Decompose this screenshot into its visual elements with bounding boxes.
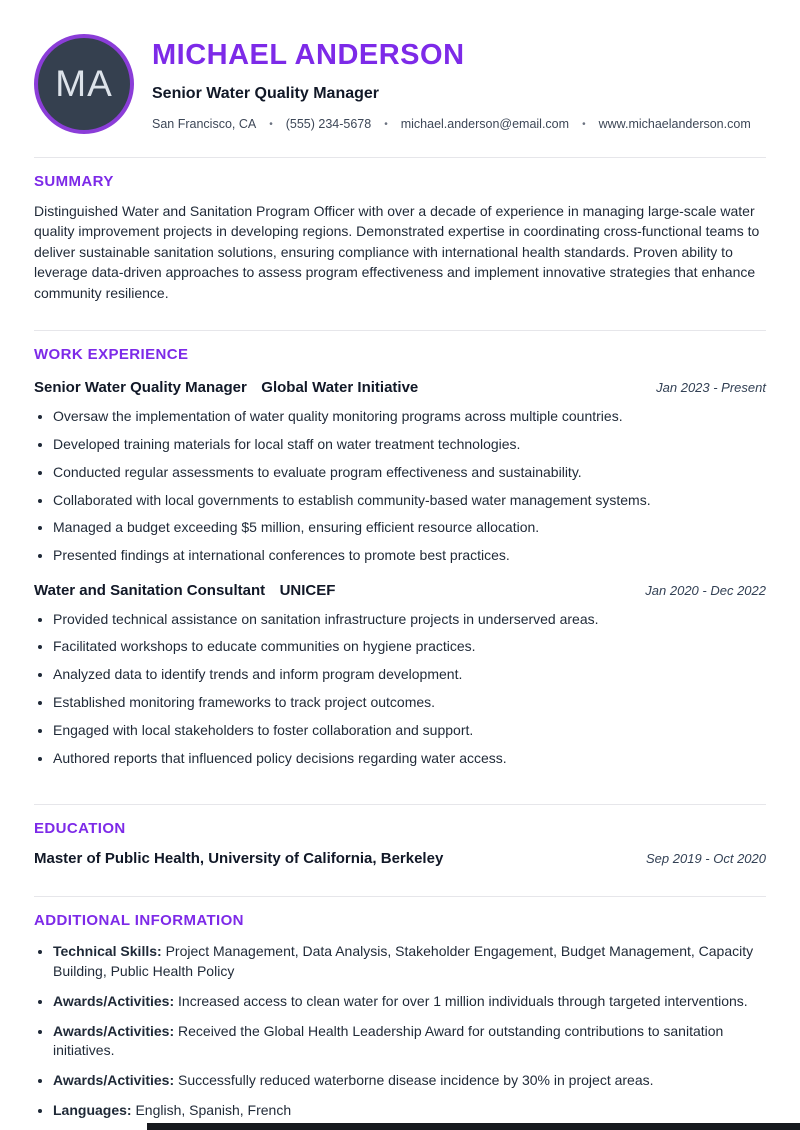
header-info [152, 34, 751, 131]
additional-info-text: English, Spanish, French [135, 1102, 292, 1119]
job-bullet: • Analyzed data to identify trends and inform program development. [53, 665, 766, 684]
job-bullet: • Presented findings at international conferences to promote best practices. [53, 546, 766, 565]
contact-location: San Francisco, CA [152, 117, 257, 131]
job-bullet: • Engaged with local stakeholders to foster collaboration and support. [53, 721, 766, 740]
additional-info-label: Awards/Activities: [53, 992, 175, 1009]
job-title: Senior Water Quality Manager [34, 379, 247, 397]
job-dates: Jan 2023 - Present [656, 380, 766, 396]
job-company: UNICEF [279, 581, 336, 599]
job-company: Global Water Initiative [261, 379, 419, 397]
resume-header [34, 34, 766, 134]
job-title-group [34, 582, 335, 600]
education-section [34, 804, 766, 867]
job-entry [34, 379, 766, 565]
contact-line [152, 117, 751, 131]
additional-info-label: Languages: [53, 1102, 132, 1119]
contact-separator: • [269, 118, 273, 130]
job-bullet: • Provided technical assistance on sanitation infrastructure projects in underserved areas. [53, 610, 766, 629]
work-experience-heading: WORK EXPERIENCE [34, 346, 189, 364]
job-bullet: • Conducted regular assessments to evaluate program effectiveness and sustainability. [53, 463, 766, 482]
job-bullet: • Developed training materials for local staff on water treatment technologies. [53, 435, 766, 454]
additional-info-item [53, 942, 766, 982]
job-bullet-list [34, 407, 766, 565]
job-header [34, 582, 766, 600]
job-bullet: • Oversaw the implementation of water quality monitoring programs across multiple countries. [53, 407, 766, 426]
summary-section [34, 157, 766, 303]
education-dates: Sep 2019 - Oct 2020 [646, 850, 766, 866]
job-entry [34, 582, 766, 768]
contact-website-link[interactable]: www.michaelanderson.com [598, 117, 751, 131]
job-title-group [34, 379, 418, 397]
additional-info-section [34, 896, 766, 1121]
additional-info-item [53, 1022, 766, 1062]
contact-separator: • [582, 118, 586, 130]
job-bullet: • Established monitoring frameworks to track project outcomes. [53, 693, 766, 712]
education-entry [34, 850, 766, 867]
job-bullet: • Managed a budget exceeding $5 million, ensuring efficient resource allocation. [53, 518, 766, 537]
additional-info-label: Technical Skills: [53, 942, 162, 959]
education-degree: Master of Public Health, University of California, Berkeley [34, 849, 444, 867]
additional-info-text: Increased access to clean water for over 1 million individuals through targeted interventions. [178, 992, 748, 1009]
additional-info-label: Awards/Activities: [53, 1072, 175, 1089]
job-title: Water and Sanitation Consultant [34, 581, 266, 599]
summary-text: Distinguished Water and Sanitation Program Officer with over a decade of experience in managing large-scale water quality improvement projects in developing regions. Demonstrated expertise in coordinating cross-functional teams to deliver sustainable sanitation solutions, ensuring compliance with international health standards. Proven ability to leverage data-driven approaches to assess program effectiveness and implement innovative strategies that enhance community resilience. [34, 203, 760, 301]
avatar-initials: MA [55, 63, 113, 104]
job-bullet-list [34, 610, 766, 768]
additional-info-text: Project Management, Data Analysis, Stakeholder Engagement, Budget Management, Capacity Building, Public Health Policy [53, 942, 754, 979]
job-header [34, 379, 766, 397]
job-dates: Jan 2020 - Dec 2022 [645, 582, 766, 598]
job-bullet: • Collaborated with local governments to establish community-based water management systems. [53, 491, 766, 510]
job-bullet: • Authored reports that influenced policy decisions regarding water access. [53, 749, 766, 768]
avatar [34, 34, 134, 134]
additional-info-item [53, 1101, 766, 1121]
job-bullet: • Facilitated workshops to educate communities on hygiene practices. [53, 637, 766, 656]
page-bottom-bar [147, 1123, 800, 1130]
additional-info-label: Awards/Activities: [53, 1022, 175, 1039]
contact-separator: • [384, 118, 388, 130]
education-heading: EDUCATION [34, 819, 126, 837]
contact-email-link[interactable]: michael.anderson@email.com [400, 117, 570, 131]
additional-info-item [53, 992, 766, 1012]
person-name: MICHAEL ANDERSON [152, 39, 465, 71]
additional-info-item [53, 1071, 766, 1091]
person-job-title: Senior Water Quality Manager [152, 85, 380, 102]
additional-info-list [34, 942, 766, 1121]
work-experience-section [34, 330, 766, 768]
contact-phone: (555) 234-5678 [285, 117, 372, 131]
additional-info-text: Successfully reduced waterborne disease incidence by 30% in project areas. [178, 1072, 654, 1089]
additional-info-heading: ADDITIONAL INFORMATION [34, 911, 244, 929]
summary-heading: SUMMARY [34, 173, 114, 190]
additional-info-text: Received the Global Health Leadership Award for outstanding contributions to sanitation initiatives. [53, 1022, 724, 1059]
